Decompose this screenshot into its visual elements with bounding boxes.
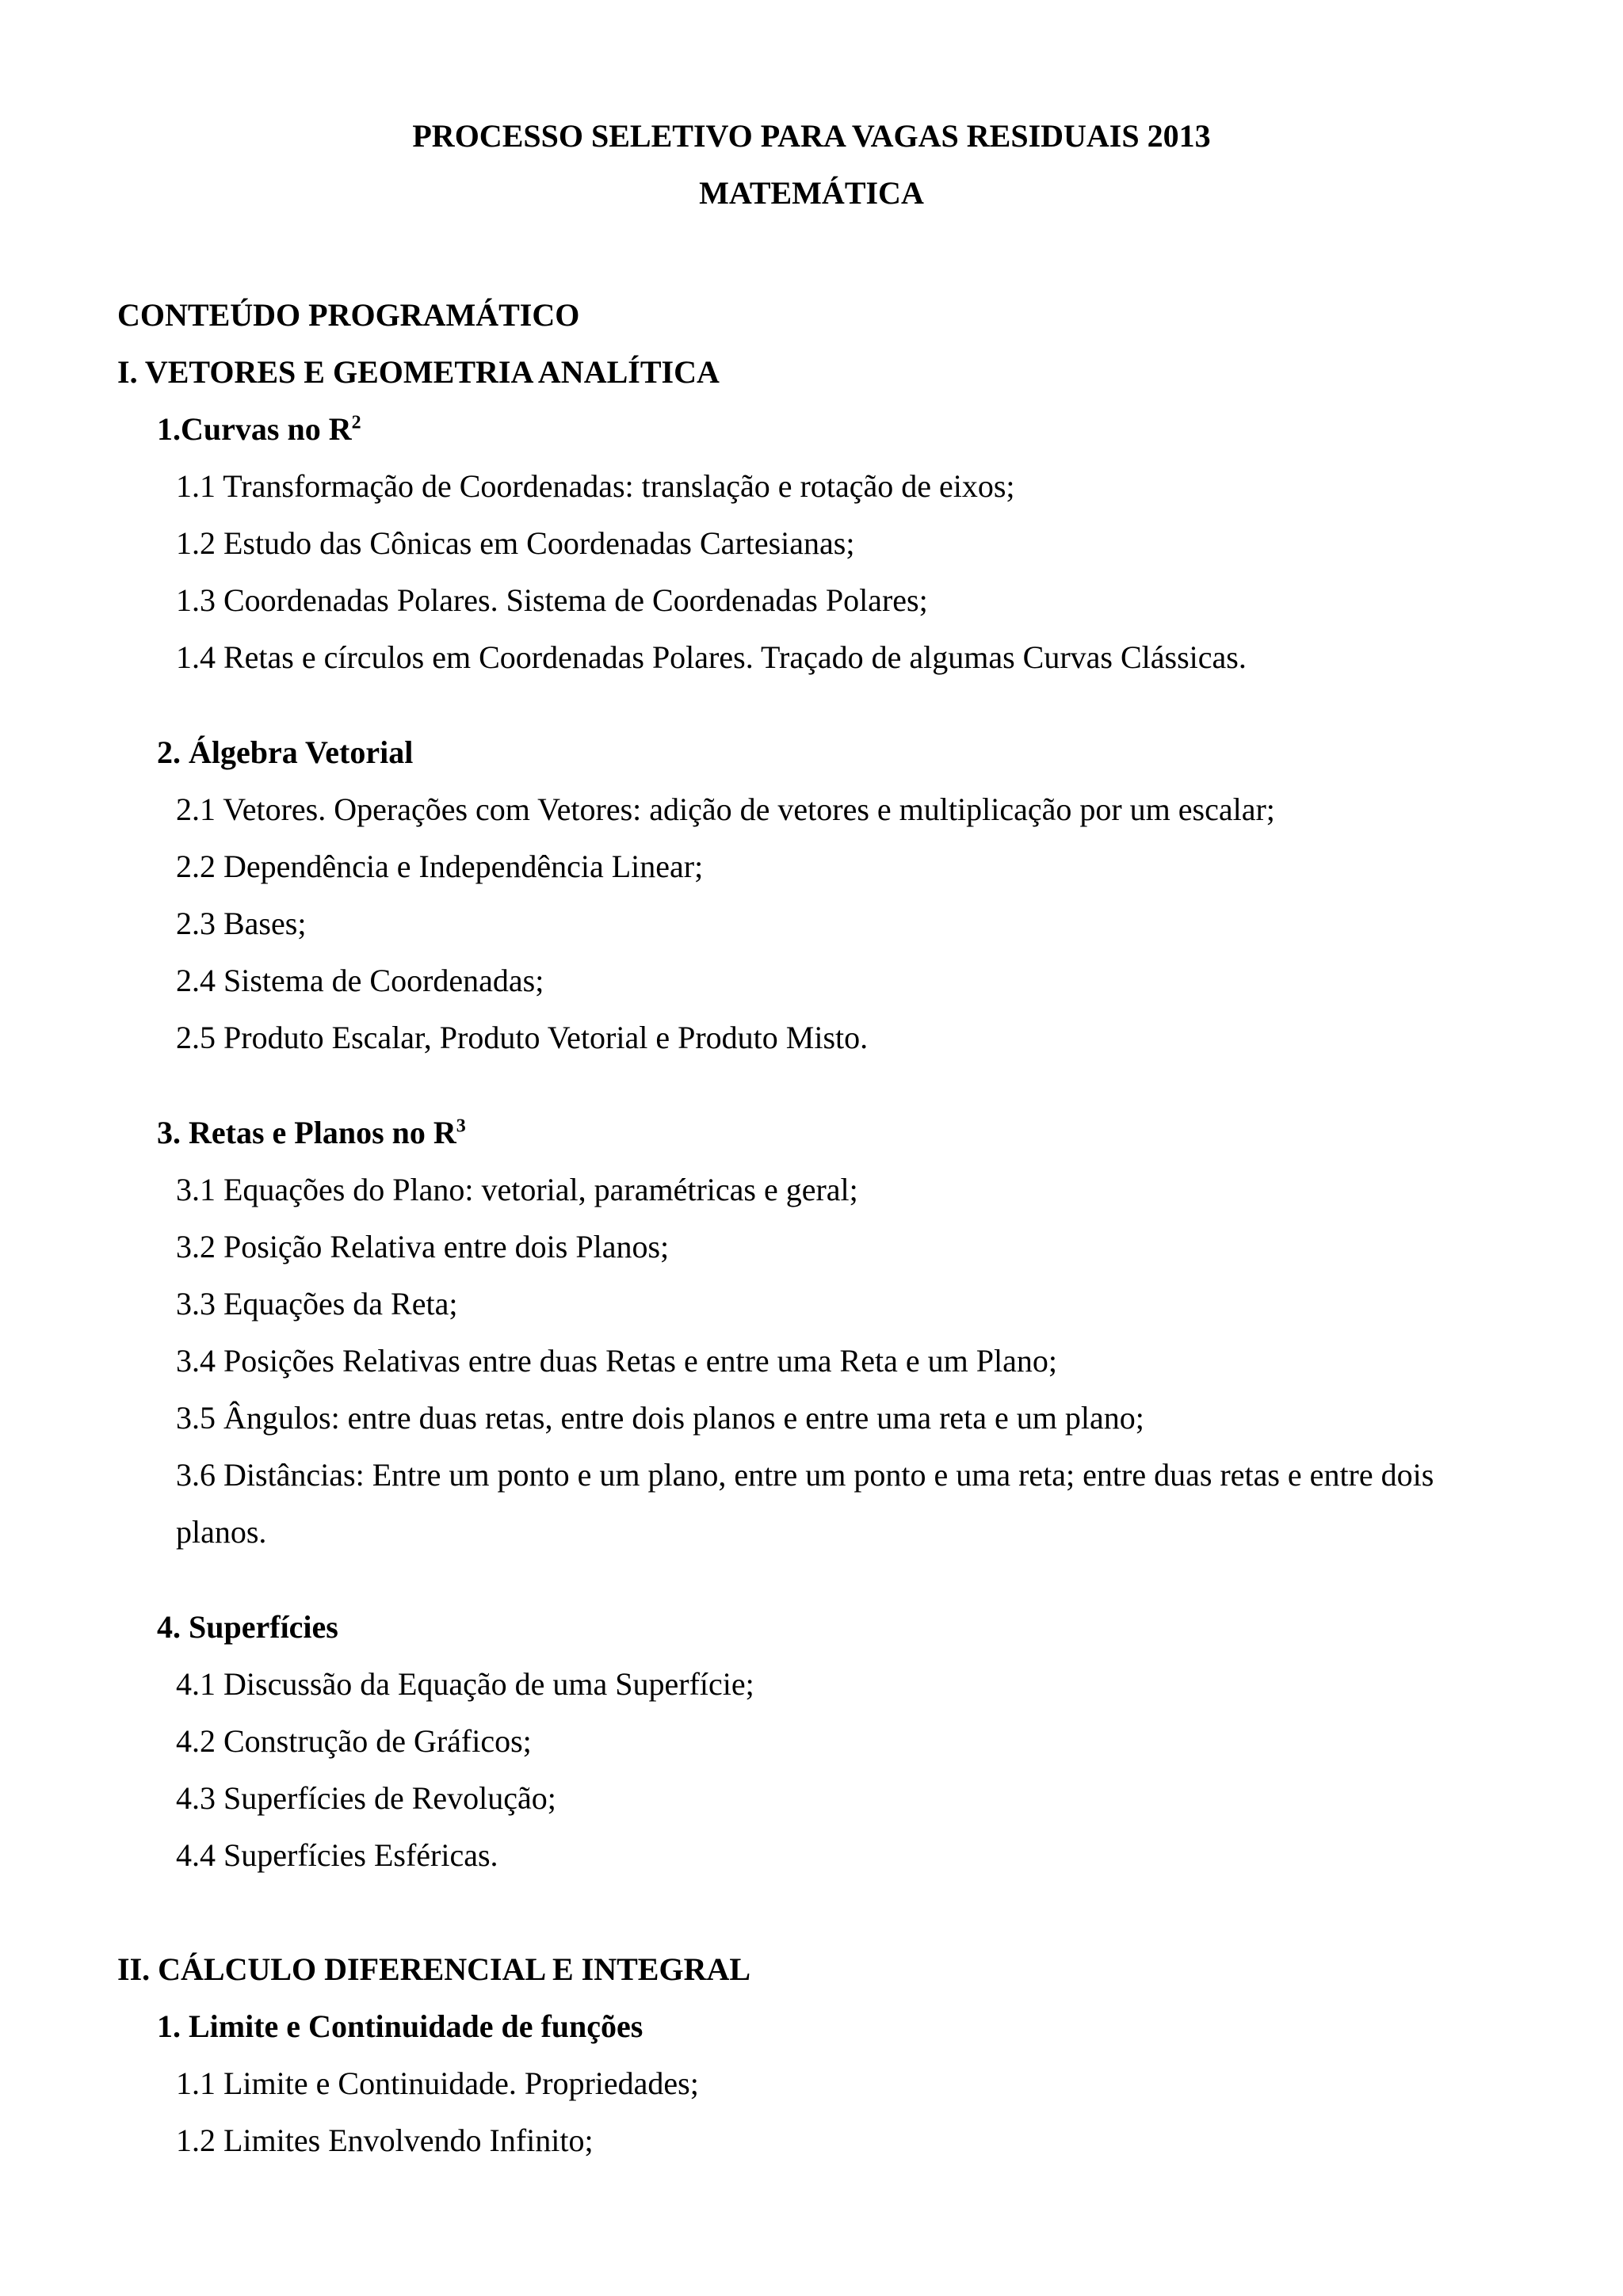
list-item: 3.1 Equações do Plano: vetorial, paramétricas e geral; xyxy=(176,1172,858,1207)
list-item: 3.5 Ângulos: entre duas retas, entre dois planos e entre uma reta e um plano; xyxy=(176,1400,1144,1436)
list-item: 2.4 Sistema de Coordenadas; xyxy=(176,963,544,998)
program-heading: CONTEÚDO PROGRAMÁTICO xyxy=(117,297,580,333)
list-item: 3.2 Posição Relativa entre dois Planos; xyxy=(176,1229,670,1264)
list-item: 4.4 Superfícies Esféricas. xyxy=(176,1837,498,1873)
list-item: 2.1 Vetores. Operações com Vetores: adição de vetores e multiplicação por um escalar; xyxy=(176,791,1275,827)
list-item: 3.4 Posições Relativas entre duas Retas e entre uma Reta e um Plano; xyxy=(176,1343,1057,1379)
section-heading: 1. Limite e Continuidade de funções xyxy=(157,2008,643,2044)
section-heading xyxy=(117,401,1512,458)
program-content xyxy=(117,287,1512,2169)
list-item: 3.6 Distâncias: Entre um ponto e um plano, entre um ponto e uma reta; entre duas retas e entre dois planos. xyxy=(176,1457,1434,1550)
part-heading: I. VETORES E GEOMETRIA ANALÍTICA xyxy=(117,354,720,390)
list-item: 4.3 Superfícies de Revolução; xyxy=(176,1780,556,1816)
section-heading-text: 3. Retas e Planos no R xyxy=(157,1115,456,1150)
part-heading: II. CÁLCULO DIFERENCIAL E INTEGRAL xyxy=(117,1951,751,1987)
section-heading xyxy=(117,1104,1512,1161)
document-title: PROCESSO SELETIVO PARA VAGAS RESIDUAIS 2013 xyxy=(412,118,1211,154)
list-item: 2.5 Produto Escalar, Produto Vetorial e Produto Misto. xyxy=(176,1020,869,1055)
section-heading: 2. Álgebra Vetorial xyxy=(157,734,414,770)
list-item: 4.2 Construção de Gráficos; xyxy=(176,1723,532,1759)
list-item: 1.2 Estudo das Cônicas em Coordenadas Cartesianas; xyxy=(176,525,855,561)
list-item: 1.4 Retas e círculos em Coordenadas Polares. Traçado de algumas Curvas Clássicas. xyxy=(176,639,1247,675)
superscript: 2 xyxy=(351,412,361,433)
superscript: 3 xyxy=(456,1116,466,1137)
list-item: 1.1 Limite e Continuidade. Propriedades; xyxy=(176,2065,699,2101)
list-item: 1.1 Transformação de Coordenadas: translação e rotação de eixos; xyxy=(176,468,1015,504)
list-item: 1.3 Coordenadas Polares. Sistema de Coordenadas Polares; xyxy=(176,582,928,618)
list-item: 3.3 Equações da Reta; xyxy=(176,1286,458,1322)
list-item: 2.2 Dependência e Independência Linear; xyxy=(176,849,704,884)
section-heading-text: 1.Curvas no R xyxy=(157,411,352,447)
section-heading: 4. Superfícies xyxy=(157,1609,338,1645)
list-item: 4.1 Discussão da Equação de uma Superfície; xyxy=(176,1666,754,1702)
subject-title: MATEMÁTICA xyxy=(699,175,924,211)
list-item: 1.2 Limites Envolvendo Infinito; xyxy=(176,2122,594,2158)
list-item: 2.3 Bases; xyxy=(176,906,307,941)
